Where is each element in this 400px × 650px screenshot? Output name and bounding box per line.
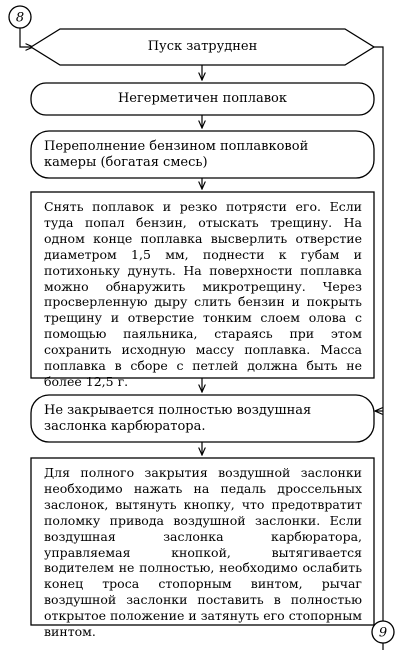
action1-label: Снять поплавок и резко потрясти его. Если туда попал бензин, отыскать трещину. На одном конце поплавка высверлить отверстие диаметром 1,5 мм, поднести к губам и потихоньку дунуть. На поверхности поплавка можно обнаружить микротрещину. Через просверленную дыру слить бензин и покрыть трещину и отверстие тонким слоем олова с помощью паяльника, стараясь при этом сохранить исходную массу поплавка. Масса поплавка в сборе с петлей должна быть не более 12,5 г.: [44, 199, 362, 389]
right-loop-line: [374, 47, 383, 650]
connector-8-label: 8: [15, 10, 25, 26]
cause3-label: Не закрывается полностью воздушная заслонка карбюратора.: [44, 403, 312, 434]
start-label: Пуск затруднен: [147, 39, 258, 54]
connector-9-label: 9: [378, 625, 388, 641]
action2-label: Для полного закрытия воздушной заслонки необходимо нажать на педаль дроссельных заслонок, вытянуть кнопку, что предотвратит поломку привода воздушной заслонки. Если воздушная заслонка карбюратора, управляемая кнопкой, вытягивается водителем не полностью, необходимо ослабить конец троса стопорным винтом, рычаг воздушной заслонки поставить в полностью открытое положение и затянуть его стопорным винтом.: [44, 465, 362, 640]
cause1-label: Негерметичен поплавок: [117, 91, 288, 106]
connector-8-line: [20, 28, 33, 47]
cause2-label: Переполнение бензином поплавковой камеры (богатая смесь): [44, 139, 309, 170]
